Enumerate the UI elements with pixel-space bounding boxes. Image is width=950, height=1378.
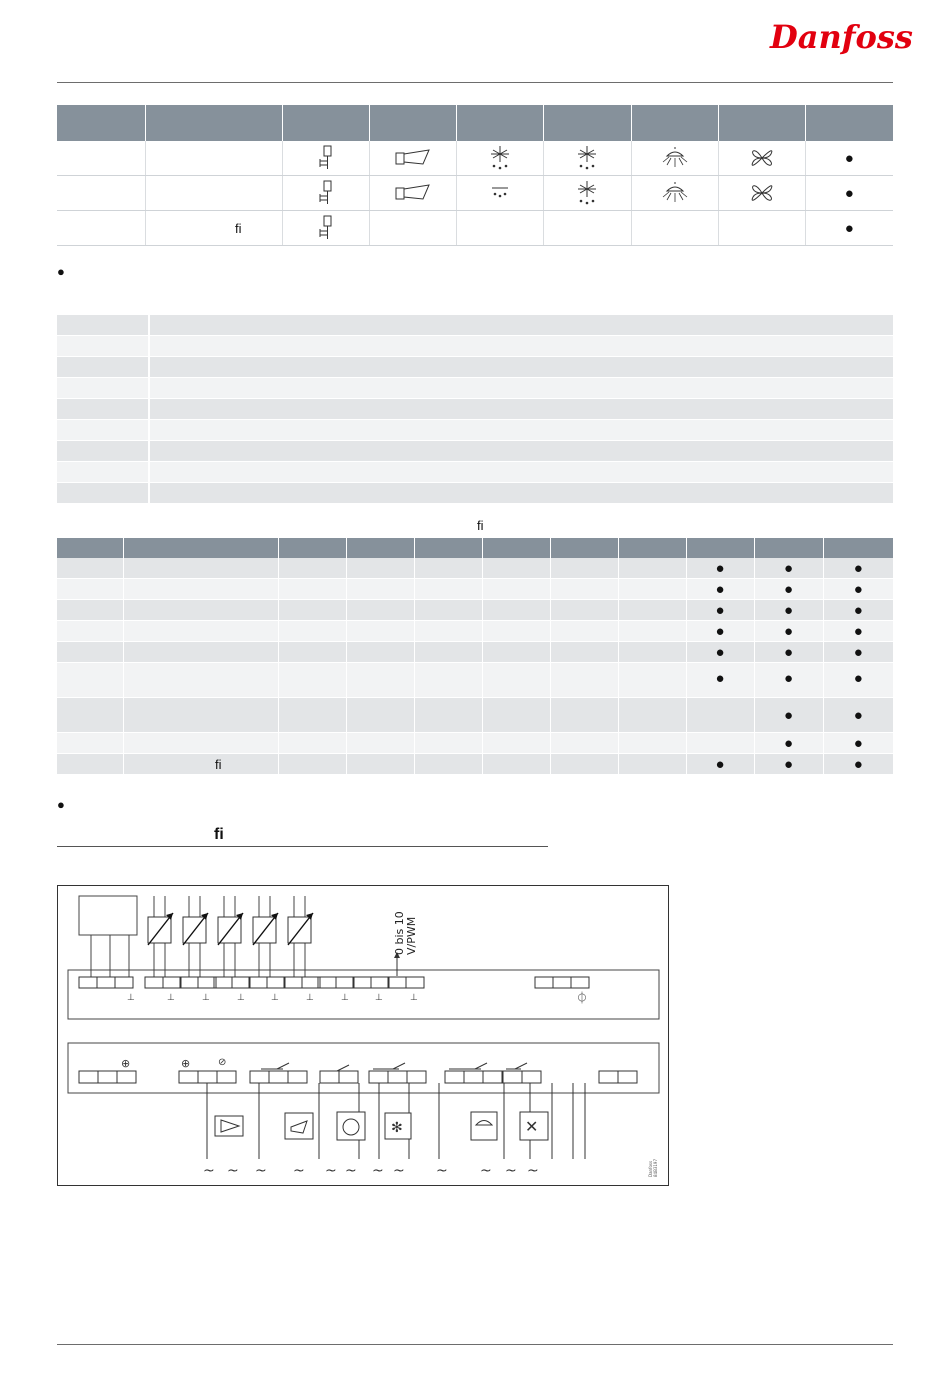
terminal (198, 1071, 217, 1083)
table-cell (57, 579, 123, 600)
row-description (123, 642, 278, 663)
table3-title-glyph: ﬁ (477, 518, 484, 533)
dot-marker: ● (853, 734, 863, 752)
table-cell (618, 733, 686, 754)
footer-rule (57, 1344, 893, 1345)
table-cell (414, 600, 482, 621)
terminal (339, 1071, 358, 1083)
terminal (320, 1071, 339, 1083)
terminal (145, 977, 163, 988)
ac-symbol: ~ (505, 1163, 517, 1179)
availability-dot (754, 558, 823, 579)
drawing-code-2: 84B3197 (653, 1158, 658, 1177)
table-cell (346, 754, 414, 775)
defrost-icon (544, 180, 631, 206)
ac-symbol: ~ (372, 1163, 384, 1179)
terminal (180, 977, 198, 988)
note-bullet: ● (57, 264, 65, 279)
dot-marker: ● (715, 580, 725, 598)
valve-icon (283, 180, 369, 206)
icon-cell (282, 211, 369, 246)
row-description (123, 663, 278, 698)
table3-header (57, 538, 893, 558)
terminal (269, 1071, 288, 1083)
dot-marker: ● (853, 601, 863, 619)
table-row (57, 336, 893, 357)
icon-cell (456, 176, 543, 211)
availability-dot (823, 733, 893, 754)
table-cell (550, 754, 618, 775)
dot-marker: ● (853, 622, 863, 640)
analog-output-label-2: V/PWM (405, 916, 418, 955)
svg-text:Danfoss: Danfoss (770, 18, 913, 56)
table-cell (618, 642, 686, 663)
fan-icon (719, 144, 805, 172)
dot-marker: ● (783, 734, 794, 752)
row-label (57, 141, 145, 176)
table-cell (346, 733, 414, 754)
light-box (471, 1112, 497, 1140)
table-row (57, 558, 893, 579)
relay-contact (337, 1065, 349, 1071)
terminal (371, 977, 389, 988)
dot-marker: ● (844, 184, 854, 202)
relay-contact (515, 1063, 527, 1069)
alarm-horn-icon (370, 183, 456, 203)
table-cell (57, 558, 123, 579)
ac-symbol: ~ (436, 1163, 448, 1179)
icon-cell (718, 211, 805, 246)
availability-dot (754, 642, 823, 663)
table-cell (346, 621, 414, 642)
table-cell (618, 558, 686, 579)
table-row (57, 176, 893, 211)
dot-marker: ● (853, 580, 863, 598)
table-row (57, 663, 893, 698)
dot-marker: ● (844, 219, 854, 237)
table-row (57, 420, 893, 441)
icon-cell (369, 176, 456, 211)
terminal (535, 977, 553, 988)
section-heading-glyph: ﬁ (214, 826, 224, 843)
terminal (483, 1071, 502, 1083)
terminal (115, 977, 133, 988)
row-label (57, 211, 145, 246)
ac-symbol: ~ (480, 1163, 492, 1179)
table-row (57, 378, 893, 399)
availability-dot (754, 621, 823, 642)
terminal (599, 1071, 618, 1083)
table-row (57, 754, 893, 775)
table-cell (414, 642, 482, 663)
fan-icon: ✕ (525, 1117, 539, 1136)
availability-dot (686, 733, 754, 754)
terminal (407, 1071, 426, 1083)
table-cell (482, 754, 550, 775)
dot-marker: ● (783, 669, 794, 687)
terminal (79, 977, 97, 988)
table-cell (618, 754, 686, 775)
dot-marker: ● (715, 755, 725, 773)
icon-cell (282, 141, 369, 176)
terminal (571, 977, 589, 988)
availability-dot (686, 579, 754, 600)
table-cell (482, 733, 550, 754)
ac-symbol: ~ (227, 1163, 239, 1179)
defrost-icon (457, 145, 543, 171)
relay-contact (475, 1063, 487, 1069)
availability-dot (686, 663, 754, 698)
table-cell (482, 558, 550, 579)
dot-marker: ● (853, 706, 863, 724)
ground-symbol: ⊥ (306, 993, 314, 1003)
ground-symbol: ⊥ (271, 993, 279, 1003)
terminal (267, 977, 285, 988)
table-row (57, 141, 893, 176)
icon-cell (631, 176, 718, 211)
icon-cell (456, 141, 543, 176)
availability-dot (823, 698, 893, 733)
availability-dot (686, 642, 754, 663)
table-cell (550, 698, 618, 733)
table-cell (550, 663, 618, 698)
table-cell (278, 579, 346, 600)
earth-symbol: ⊕ (181, 1057, 191, 1070)
table-row (57, 399, 893, 420)
table-cell (346, 663, 414, 698)
table-cell (482, 579, 550, 600)
table-cell (550, 642, 618, 663)
terminal (503, 1071, 522, 1083)
table-cell (550, 579, 618, 600)
availability-dot (823, 600, 893, 621)
ac-symbol: ~ (527, 1163, 539, 1179)
table-cell (550, 733, 618, 754)
terminal (98, 1071, 117, 1083)
ground-symbol: ⊥ (410, 993, 418, 1003)
dot-marker: ● (783, 622, 794, 640)
terminal (302, 977, 320, 988)
row-description (123, 600, 278, 621)
ground-symbol: ⊥ (167, 993, 175, 1003)
icon-cell (543, 176, 631, 211)
relay-contact (277, 1063, 289, 1069)
terminal (406, 977, 424, 988)
availability-dot (823, 621, 893, 642)
table-cell (278, 621, 346, 642)
row-description (123, 579, 278, 600)
ligature-glyph: ﬁ (235, 220, 242, 236)
availability-dot (823, 754, 893, 775)
table-cell (482, 663, 550, 698)
relay-contact (393, 1063, 405, 1069)
terminal (117, 1071, 136, 1083)
table-row (57, 621, 893, 642)
table-cell (414, 558, 482, 579)
table-cell (346, 600, 414, 621)
dot-marker: ● (783, 643, 794, 661)
terminal (249, 977, 267, 988)
icon-cell (631, 141, 718, 176)
table-cell (550, 558, 618, 579)
dot-marker: ● (783, 580, 794, 598)
terminal (97, 977, 115, 988)
table-cell (278, 642, 346, 663)
table-row (57, 483, 893, 504)
availability-dot (754, 600, 823, 621)
dot-marker: ● (853, 669, 863, 687)
row-description (145, 141, 282, 176)
table-cell (550, 600, 618, 621)
dot-marker: ● (844, 149, 854, 167)
dot-marker: ● (715, 601, 725, 619)
icon-cell (369, 141, 456, 176)
availability-dot (805, 176, 893, 211)
valve-icon (283, 215, 369, 241)
parameter-table (57, 315, 893, 504)
table-cell (414, 663, 482, 698)
terminal (318, 977, 336, 988)
ac-symbol: ~ (393, 1163, 405, 1179)
row-description (123, 754, 278, 775)
defrost-icon: ✻ (391, 1120, 403, 1136)
wiring-diagram (57, 885, 669, 1186)
dot-marker: ● (783, 706, 794, 724)
alarm-box (285, 1113, 313, 1139)
dot-marker: ● (715, 669, 725, 687)
compressor-box (337, 1112, 365, 1140)
terminal (522, 1071, 541, 1083)
light-icon (632, 182, 718, 204)
dot-marker: ● (715, 559, 725, 577)
table-cell (550, 621, 618, 642)
analog-output-label-1: 0 bis 10 (393, 911, 406, 955)
ground-symbol: ⊥ (341, 993, 349, 1003)
table-cell (278, 733, 346, 754)
availability-dot (754, 698, 823, 733)
section-heading-rule (57, 846, 548, 847)
table-row (57, 733, 893, 754)
table-cell (414, 579, 482, 600)
availability-dot (686, 621, 754, 642)
alarm-horn-icon (370, 148, 456, 168)
ground-symbol: ⊥ (237, 993, 245, 1003)
ground-symbol: ⊥ (127, 993, 135, 1003)
availability-dot (686, 698, 754, 733)
availability-dot (805, 141, 893, 176)
table-cell (618, 579, 686, 600)
table-cell (278, 600, 346, 621)
configuration-table (57, 538, 893, 775)
terminal (445, 1071, 464, 1083)
table-cell (414, 698, 482, 733)
row-description (123, 558, 278, 579)
row-description (145, 211, 282, 246)
fan-icon (719, 179, 805, 207)
availability-dot (823, 642, 893, 663)
table-cell (278, 754, 346, 775)
availability-dot (686, 754, 754, 775)
icon-cell (543, 211, 631, 246)
defrost-icon (544, 145, 631, 171)
ac-symbol: ~ (345, 1163, 357, 1179)
table-row (57, 579, 893, 600)
dot-marker: ● (715, 622, 725, 640)
table-cell (346, 558, 414, 579)
row-label (57, 176, 145, 211)
table-cell (346, 642, 414, 663)
table-cell (346, 698, 414, 733)
availability-dot (754, 754, 823, 775)
ground-symbol: ⊥ (202, 993, 210, 1003)
terminal (214, 977, 232, 988)
icon-cell (369, 211, 456, 246)
icon-cell (718, 141, 805, 176)
table-cell (482, 698, 550, 733)
dot-marker: ● (853, 755, 863, 773)
icon-cell (456, 211, 543, 246)
terminal (288, 1071, 307, 1083)
table1-header (57, 105, 893, 141)
availability-dot (754, 579, 823, 600)
row-description (123, 621, 278, 642)
terminal (388, 977, 406, 988)
drawing-code-1: Danfoss (648, 1160, 653, 1177)
terminal (353, 977, 371, 988)
light-icon (632, 147, 718, 169)
dot-marker: ● (853, 643, 863, 661)
table-cell (482, 642, 550, 663)
dot-marker: ● (715, 643, 725, 661)
table-cell (346, 579, 414, 600)
device-icons-table (57, 105, 893, 246)
terminal (336, 977, 354, 988)
table-cell (414, 733, 482, 754)
icon-cell (543, 141, 631, 176)
table-cell (414, 621, 482, 642)
terminal (369, 1071, 388, 1083)
availability-dot (805, 211, 893, 246)
table-cell (618, 600, 686, 621)
icon-cell (718, 176, 805, 211)
row-description (145, 176, 282, 211)
availability-dot (754, 733, 823, 754)
table-cell (57, 642, 123, 663)
valve-icon (283, 145, 369, 171)
table-row (57, 211, 893, 246)
terminal (163, 977, 181, 988)
dot-marker: ● (783, 559, 794, 577)
table-cell (57, 733, 123, 754)
note-bullet: ● (57, 797, 65, 812)
terminal (217, 1071, 236, 1083)
earth-symbol: ⊕ (121, 1057, 131, 1070)
terminal (388, 1071, 407, 1083)
table-cell (57, 698, 123, 733)
table-cell (618, 698, 686, 733)
lower-terminal-strip (68, 1043, 659, 1093)
table-cell (57, 600, 123, 621)
table-cell (57, 621, 123, 642)
ground-symbol: ⊥ (375, 993, 383, 1003)
dot-marker: ● (853, 559, 863, 577)
table-row (57, 642, 893, 663)
table-cell (482, 621, 550, 642)
ac-symbol: ~ (325, 1163, 337, 1179)
icon-cell (282, 176, 369, 211)
icon-cell (631, 211, 718, 246)
dot-marker: ● (783, 601, 794, 619)
table-cell (278, 698, 346, 733)
availability-dot (686, 600, 754, 621)
terminal (79, 1071, 98, 1083)
terminal (250, 1071, 269, 1083)
terminal (464, 1071, 483, 1083)
table-row (57, 315, 893, 336)
table-cell (414, 754, 482, 775)
door-switch-symbol: ⊘ (218, 1057, 227, 1068)
table-row (57, 357, 893, 378)
terminal (232, 977, 250, 988)
sensor-module-box (79, 896, 137, 935)
table-cell (618, 663, 686, 698)
power-symbol: ⏀ (576, 991, 589, 1005)
terminal (618, 1071, 637, 1083)
terminal (198, 977, 216, 988)
ac-symbol: ~ (293, 1163, 305, 1179)
ac-symbol: ~ (255, 1163, 267, 1179)
danfoss-logo (764, 10, 913, 56)
table-row (57, 441, 893, 462)
availability-dot (686, 558, 754, 579)
table-cell (278, 558, 346, 579)
terminal (284, 977, 302, 988)
table-row (57, 600, 893, 621)
table-cell (278, 663, 346, 698)
row-description (123, 698, 278, 733)
table-cell (57, 663, 123, 698)
availability-dot (823, 663, 893, 698)
availability-dot (823, 579, 893, 600)
table-row (57, 698, 893, 733)
terminal (179, 1071, 198, 1083)
terminal (553, 977, 571, 988)
row-description (123, 733, 278, 754)
ligature-glyph: ﬁ (215, 756, 222, 772)
table-row (57, 462, 893, 483)
table-cell (482, 600, 550, 621)
availability-dot (754, 663, 823, 698)
availability-dot (823, 558, 893, 579)
table-cell (618, 621, 686, 642)
ac-symbol: ~ (203, 1163, 215, 1179)
table-cell (57, 754, 123, 775)
drip-icon (457, 186, 543, 200)
dot-marker: ● (783, 755, 794, 773)
header-rule (57, 82, 893, 83)
